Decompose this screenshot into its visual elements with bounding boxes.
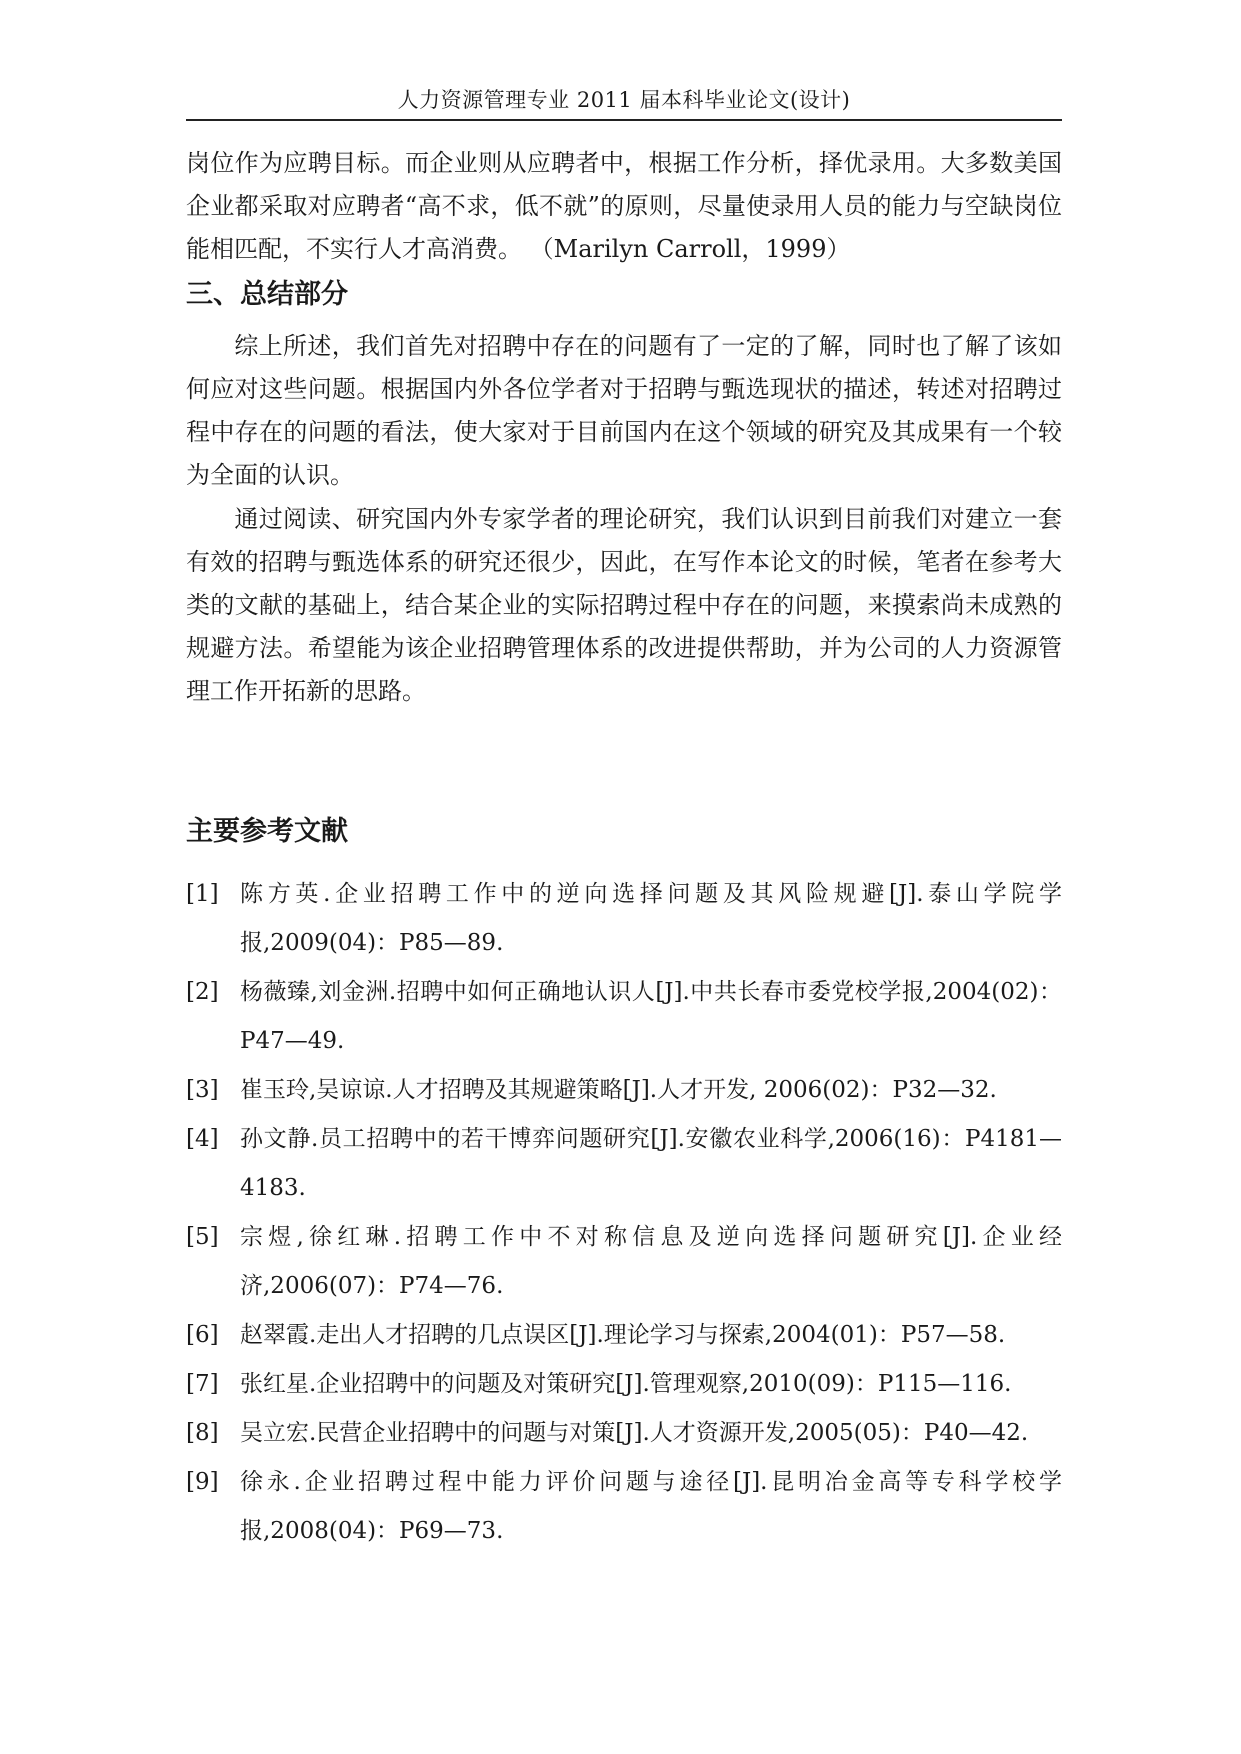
reference-number: [6] [186, 1322, 219, 1348]
section-heading-summary: 三、总结部分 [186, 279, 348, 310]
reference-number: [7] [186, 1371, 219, 1397]
reference-number: [4] [186, 1126, 219, 1152]
paragraph-continued: 岗位作为应聘目标。而企业则从应聘者中，根据工作分析，择优录用。大多数美国企业都采取对应聘者“高不求，低不就”的原则，尽量使录用人员的能力与空缺岗位能相匹配，不实行人才高消费。 （Marilyn Carroll，1999） [186, 149, 1062, 263]
reference-item [186, 1360, 1062, 1409]
header-rule [186, 119, 1062, 121]
reference-number: [8] [186, 1420, 219, 1446]
paragraph-summary-1-text: 综上所述，我们首先对招聘中存在的问题有了一定的了解，同时也了解了该如何应对这些问题。根据国内外各位学者对于招聘与甄选现状的描述，转述对招聘过程中存在的问题的看法，使大家对于目前国内在这个领域的研究及其成果有一个较为全面的认识。 [186, 332, 1062, 489]
reference-text: 宗煜,徐红琳.招聘工作中不对称信息及逆向选择问题研究[J].企业经济,2006(07)：P74—76. [240, 1224, 1062, 1299]
reference-text: 杨薇臻,刘金洲.招聘中如何正确地认识人[J].中共长春市委党校学报,2004(02)：P47—49. [240, 979, 1062, 1054]
reference-list [186, 870, 1062, 1556]
reference-text: 陈方英.企业招聘工作中的逆向选择问题及其风险规避[J].泰山学院学报,2009(04)：P85—89. [240, 881, 1062, 956]
reference-text: 赵翠霞.走出人才招聘的几点误区[J].理论学习与探索,2004(01)：P57—58. [240, 1322, 1006, 1348]
reference-number: [1] [186, 881, 219, 907]
paragraph-summary-1 [186, 325, 1062, 497]
reference-item [186, 968, 1062, 1066]
paragraph-summary-2 [186, 498, 1062, 713]
reference-item [186, 870, 1062, 968]
reference-number: [9] [186, 1469, 219, 1495]
section-heading-references: 主要参考文献 [186, 816, 348, 847]
reference-item [186, 1311, 1062, 1360]
reference-item [186, 1458, 1062, 1556]
reference-text: 张红星.企业招聘中的问题及对策研究[J].管理观察,2010(09)：P115—116. [240, 1371, 1012, 1397]
reference-number: [2] [186, 979, 219, 1005]
reference-number: [5] [186, 1224, 219, 1250]
reference-item [186, 1213, 1062, 1311]
reference-item [186, 1409, 1062, 1458]
reference-text: 徐永.企业招聘过程中能力评价问题与途径[J].昆明冶金高等专科学校学报,2008(04)：P69—73. [240, 1469, 1062, 1544]
reference-item [186, 1115, 1062, 1213]
reference-text: 吴立宏.民营企业招聘中的问题与对策[J].人才资源开发,2005(05)：P40—42. [240, 1420, 1029, 1446]
paragraph-summary-2-text: 通过阅读、研究国内外专家学者的理论研究，我们认识到目前我们对建立一套有效的招聘与甄选体系的研究还很少，因此，在写作本论文的时候，笔者在参考大类的文献的基础上，结合某企业的实际招聘过程中存在的问题，来摸索尚未成熟的规避方法。希望能为该企业招聘管理体系的改进提供帮助，并为公司的人力资源管理工作开拓新的思路。 [186, 505, 1062, 705]
running-header: 人力资源管理专业 2011 届本科毕业论文(设计) [397, 88, 851, 112]
reference-text: 孙文静.员工招聘中的若干博弈问题研究[J].安徽农业科学,2006(16)：P4181—4183. [240, 1126, 1062, 1201]
reference-number: [3] [186, 1077, 219, 1103]
reference-text: 崔玉玲,吴谅谅.人才招聘及其规避策略[J].人才开发, 2006(02)：P32—32. [240, 1077, 997, 1103]
reference-item [186, 1066, 1062, 1115]
